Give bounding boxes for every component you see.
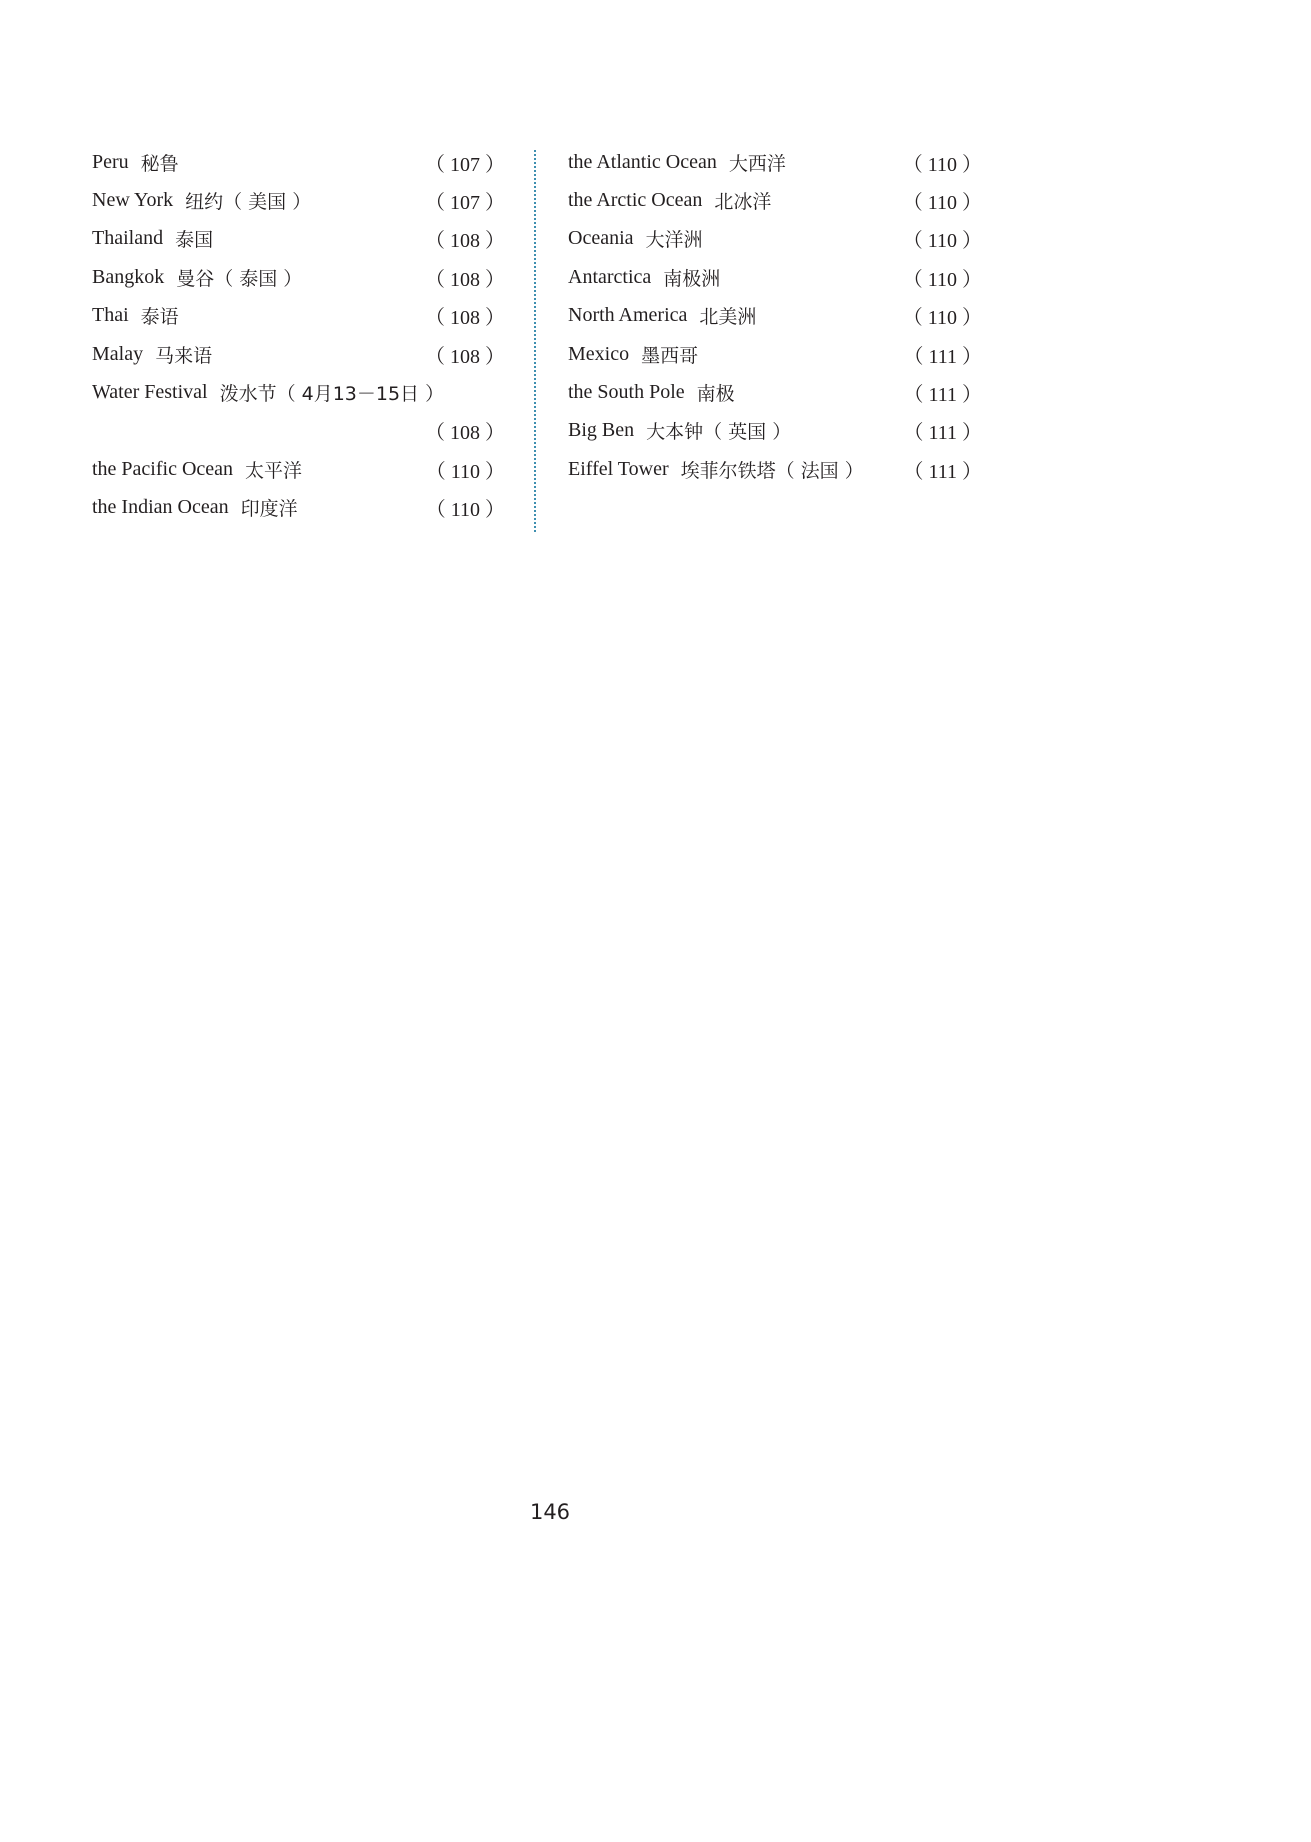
entry-page-ref: （ 110 ）	[425, 460, 505, 483]
entry-page-ref: （ 107 ）	[425, 192, 505, 215]
glossary-entry	[92, 373, 505, 411]
entry-chinese: 埃菲尔铁塔（ 法国 ）	[680, 459, 864, 482]
glossary-entry	[92, 143, 505, 181]
entry-english: New York	[92, 189, 174, 212]
entry-chinese: 北美洲	[699, 306, 757, 329]
entry-english: Mexico	[568, 342, 630, 365]
entry-english: Bangkok	[92, 265, 165, 288]
glossary-entry-continuation	[92, 412, 505, 450]
entry-chinese: 印度洋	[240, 498, 298, 521]
entry-chinese: 泼水节（ 4月13－15日 ）	[219, 383, 445, 406]
entry-page-ref: （ 111 ）	[903, 422, 982, 445]
entry-chinese: 大本钟（ 英国 ）	[646, 421, 792, 444]
entry-page-ref: （ 111 ）	[903, 460, 982, 483]
glossary-entry	[92, 489, 505, 527]
entry-chinese: 大西洋	[728, 152, 786, 175]
entry-english: Peru	[92, 150, 129, 173]
column-divider	[534, 150, 536, 532]
entry-english: North America	[568, 304, 688, 327]
entry-english: the Atlantic Ocean	[568, 150, 717, 173]
entry-chinese: 泰语	[140, 306, 179, 329]
entry-chinese: 北冰洋	[714, 191, 772, 214]
entry-page-ref: （ 110 ）	[902, 192, 982, 215]
entry-page-ref: （ 111 ）	[903, 384, 982, 407]
glossary-entry	[92, 181, 505, 219]
entry-page-ref: （ 110 ）	[902, 268, 982, 291]
entry-chinese: 大洋洲	[645, 229, 703, 252]
entry-page-ref: （ 110 ）	[902, 153, 982, 176]
entry-english: the South Pole	[568, 381, 685, 404]
entry-english: Malay	[92, 342, 144, 365]
entry-english: the Indian Ocean	[92, 496, 229, 519]
entry-page-ref: （ 108 ）	[425, 422, 505, 445]
entry-chinese: 马来语	[155, 344, 213, 367]
entry-chinese: 泰国	[175, 229, 214, 252]
glossary-entry	[92, 297, 505, 335]
glossary-entry	[568, 258, 982, 296]
entry-english: Thailand	[92, 227, 164, 250]
entry-page-ref: （ 108 ）	[425, 307, 505, 330]
glossary-entry	[568, 220, 982, 258]
glossary-entry	[92, 450, 505, 488]
glossary-entry	[568, 335, 982, 373]
entry-page-ref: （ 110 ）	[902, 230, 982, 253]
entry-page-ref: （ 110 ）	[425, 499, 505, 522]
entry-english: Eiffel Tower	[568, 457, 669, 480]
entry-chinese: 南极洲	[663, 267, 721, 290]
glossary-entry	[568, 181, 982, 219]
entry-page-ref: （ 108 ）	[425, 230, 505, 253]
entry-page-ref: （ 110 ）	[902, 307, 982, 330]
entry-chinese: 曼谷（ 泰国 ）	[176, 267, 303, 290]
glossary-entry	[92, 258, 505, 296]
glossary-right-column	[568, 143, 982, 489]
glossary-entry	[92, 220, 505, 258]
entry-chinese: 墨西哥	[641, 344, 699, 367]
entry-english: Antarctica	[568, 265, 652, 288]
entry-english: Thai	[92, 304, 129, 327]
glossary-entry	[568, 450, 982, 488]
entry-chinese: 南极	[696, 383, 735, 406]
entry-page-ref: （ 108 ）	[425, 268, 505, 291]
entry-chinese: 纽约（ 美国 ）	[185, 191, 312, 214]
entry-english: Water Festival	[92, 381, 208, 404]
entry-page-ref: （ 111 ）	[903, 345, 982, 368]
glossary-entry	[568, 297, 982, 335]
entry-english: the Arctic Ocean	[568, 189, 703, 212]
entry-english: Big Ben	[568, 419, 635, 442]
page-number: 146	[529, 1500, 571, 1524]
glossary-entry	[568, 412, 982, 450]
entry-chinese: 秘鲁	[140, 152, 179, 175]
entry-chinese: 太平洋	[245, 459, 303, 482]
glossary-left-column	[92, 143, 505, 527]
entry-english: Oceania	[568, 227, 634, 250]
entry-english: the Pacific Ocean	[92, 457, 234, 480]
glossary-entry	[568, 373, 982, 411]
entry-page-ref: （ 108 ）	[425, 345, 505, 368]
entry-page-ref: （ 107 ）	[425, 153, 505, 176]
glossary-entry	[568, 143, 982, 181]
glossary-entry	[92, 335, 505, 373]
